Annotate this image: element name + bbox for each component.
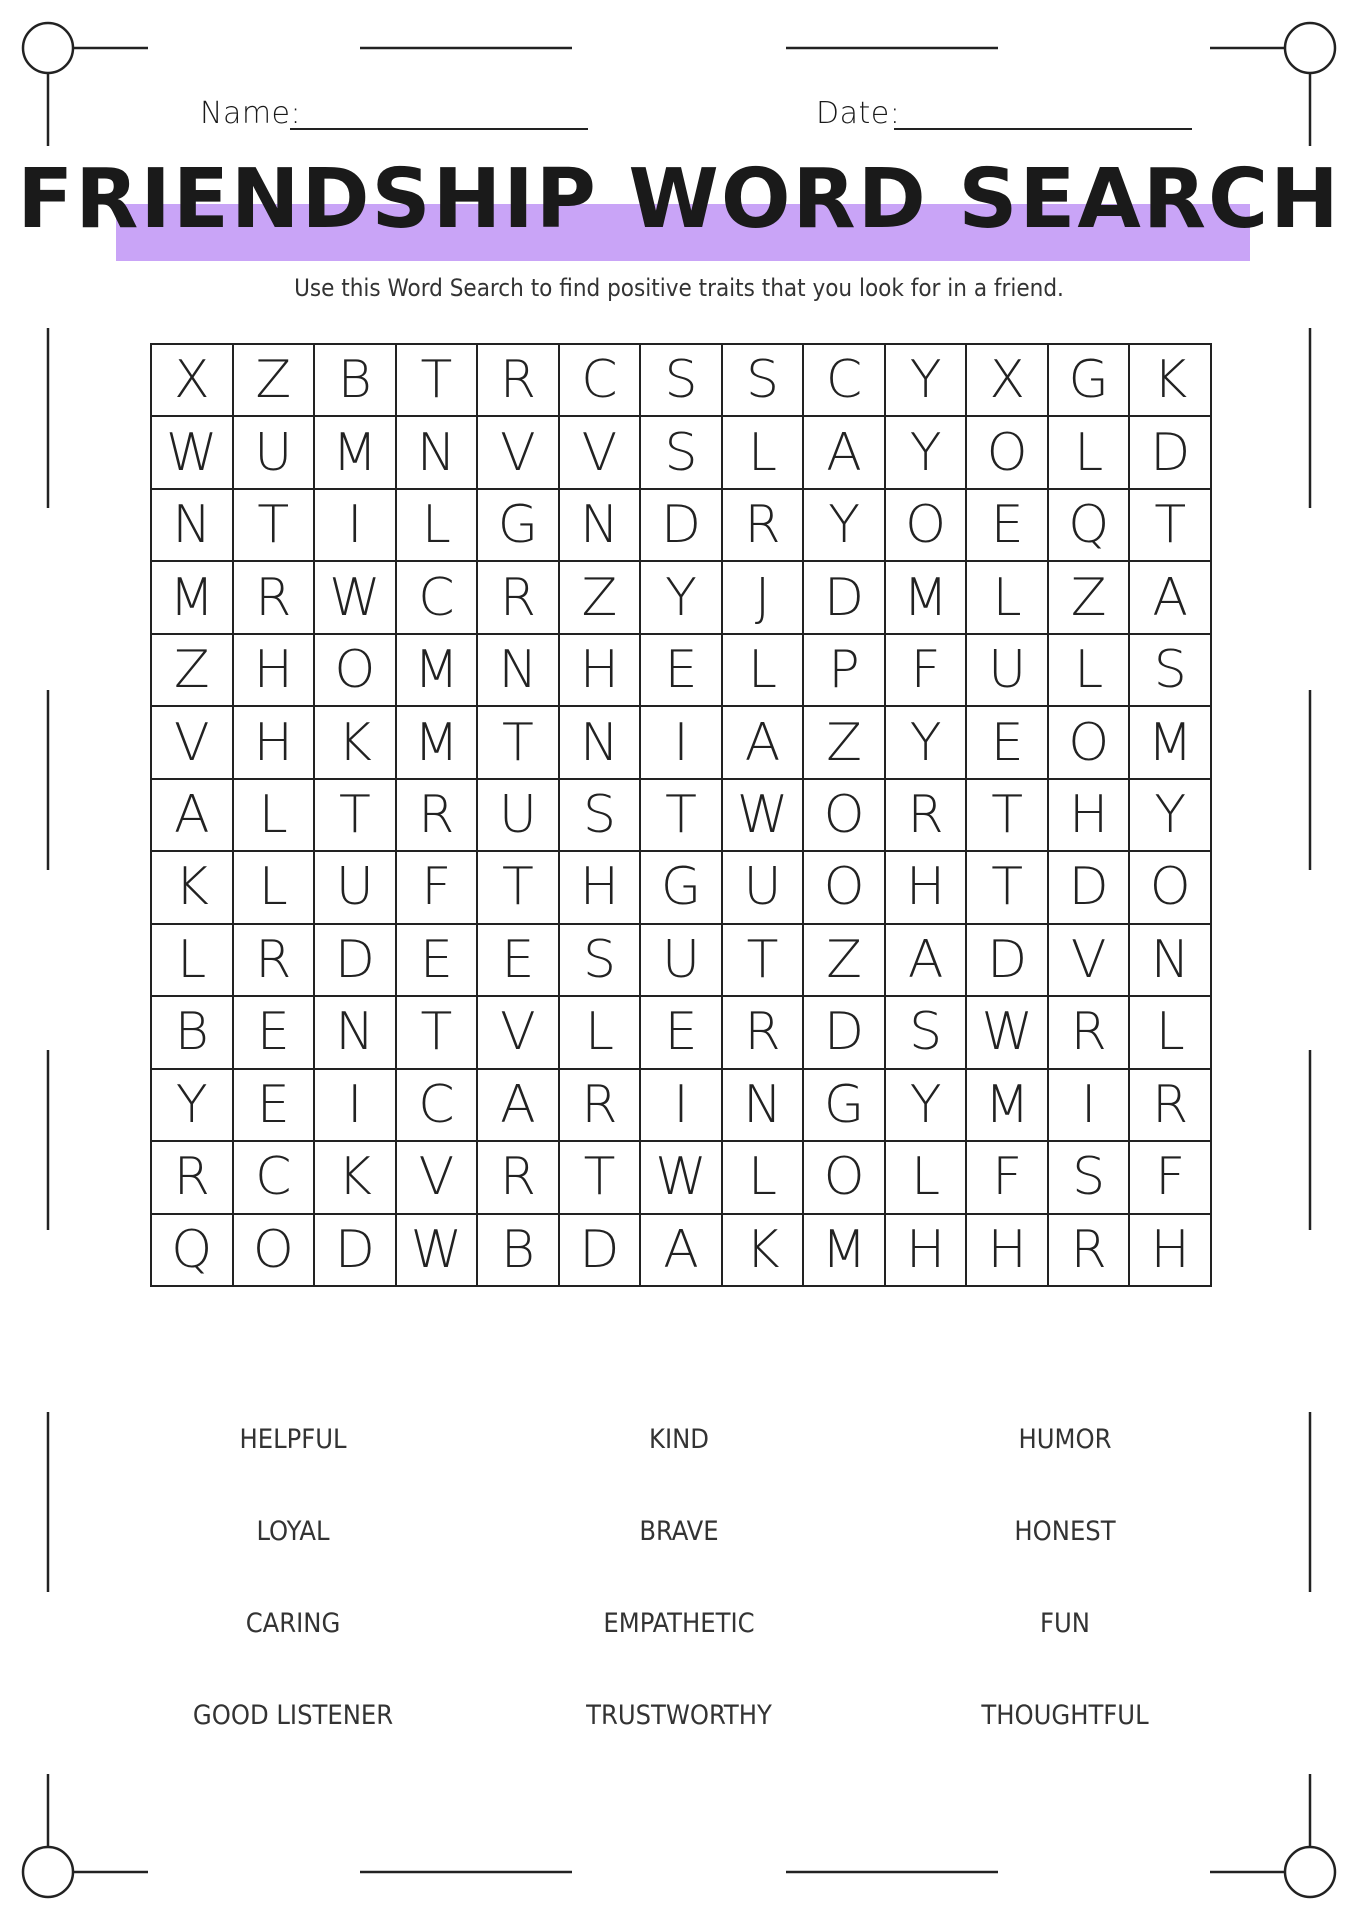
grid-cell[interactable]: M [152, 562, 234, 634]
grid-cell[interactable]: I [1049, 1070, 1131, 1142]
grid-cell[interactable]: S [886, 997, 968, 1069]
grid-cell[interactable]: A [1130, 562, 1212, 634]
grid-cell[interactable]: M [397, 707, 479, 779]
grid-cell[interactable]: H [234, 707, 316, 779]
grid-cell[interactable]: H [886, 852, 968, 924]
date-label: Date: [816, 96, 901, 131]
grid-cell[interactable]: D [315, 1215, 397, 1287]
grid-cell[interactable]: T [641, 780, 723, 852]
grid-cell[interactable]: Y [804, 490, 886, 562]
grid-cell[interactable]: E [641, 997, 723, 1069]
grid-cell[interactable]: L [1130, 997, 1212, 1069]
grid-cell[interactable]: C [560, 345, 642, 417]
grid-cell[interactable]: N [315, 997, 397, 1069]
grid-cell[interactable]: D [804, 997, 886, 1069]
grid-cell[interactable]: V [478, 997, 560, 1069]
word-list-item: HONEST [1014, 1516, 1116, 1547]
grid-cell[interactable]: R [234, 925, 316, 997]
grid-cell[interactable]: R [886, 780, 968, 852]
grid-cell[interactable]: R [723, 997, 805, 1069]
grid-cell[interactable]: R [234, 562, 316, 634]
grid-cell[interactable]: Y [886, 345, 968, 417]
grid-cell[interactable]: O [234, 1215, 316, 1287]
grid-cell[interactable]: W [315, 562, 397, 634]
word-list-item: CARING [245, 1608, 341, 1639]
grid-cell[interactable]: K [152, 852, 234, 924]
grid-cell[interactable]: L [1049, 635, 1131, 707]
grid-cell[interactable]: A [641, 1215, 723, 1287]
grid-cell[interactable]: B [478, 1215, 560, 1287]
grid-cell[interactable]: R [1049, 997, 1131, 1069]
grid-cell[interactable]: C [804, 345, 886, 417]
grid-cell[interactable]: R [1130, 1070, 1212, 1142]
word-search-grid [150, 343, 1212, 1287]
grid-cell[interactable]: Y [886, 417, 968, 489]
grid-cell[interactable]: M [315, 417, 397, 489]
grid-cell[interactable]: N [397, 417, 479, 489]
name-label: Name: [200, 96, 302, 131]
grid-cell[interactable]: T [560, 1142, 642, 1214]
grid-cell[interactable]: H [1049, 780, 1131, 852]
grid-cell[interactable]: L [234, 852, 316, 924]
grid-cell[interactable]: T [967, 780, 1049, 852]
grid-cell[interactable]: K [723, 1215, 805, 1287]
grid-cell[interactable]: R [723, 490, 805, 562]
grid-cell[interactable]: H [234, 635, 316, 707]
grid-cell[interactable]: R [152, 1142, 234, 1214]
grid-cell[interactable]: N [478, 635, 560, 707]
grid-cell[interactable]: G [641, 852, 723, 924]
grid-cell[interactable]: V [478, 417, 560, 489]
grid-cell[interactable]: U [234, 417, 316, 489]
grid-cell[interactable]: B [152, 997, 234, 1069]
grid-cell[interactable]: K [315, 707, 397, 779]
grid-cell[interactable]: L [397, 490, 479, 562]
grid-cell[interactable]: R [478, 345, 560, 417]
grid-cell[interactable]: Y [886, 1070, 968, 1142]
grid-cell[interactable]: U [723, 852, 805, 924]
grid-cell[interactable]: T [723, 925, 805, 997]
grid-cell[interactable]: C [397, 1070, 479, 1142]
word-list-item: HELPFUL [239, 1424, 347, 1455]
grid-cell[interactable]: L [723, 635, 805, 707]
grid-cell[interactable]: D [804, 562, 886, 634]
grid-cell[interactable]: H [967, 1215, 1049, 1287]
grid-cell[interactable]: I [315, 490, 397, 562]
grid-cell[interactable]: H [560, 852, 642, 924]
grid-cell[interactable]: F [886, 635, 968, 707]
grid-cell[interactable]: E [397, 925, 479, 997]
grid-cell[interactable]: O [804, 780, 886, 852]
grid-cell[interactable]: A [804, 417, 886, 489]
grid-cell[interactable]: V [560, 417, 642, 489]
grid-cell[interactable]: A [152, 780, 234, 852]
grid-cell[interactable]: L [152, 925, 234, 997]
page-title: FRIENDSHIP WORD SEARCH [17, 152, 1341, 247]
grid-cell[interactable]: W [641, 1142, 723, 1214]
grid-cell[interactable]: H [560, 635, 642, 707]
grid-cell[interactable]: E [641, 635, 723, 707]
grid-cell[interactable]: N [560, 490, 642, 562]
grid-cell[interactable]: O [886, 490, 968, 562]
grid-cell[interactable]: S [723, 345, 805, 417]
grid-cell[interactable]: I [315, 1070, 397, 1142]
grid-cell[interactable]: Y [641, 562, 723, 634]
grid-cell[interactable]: F [1130, 1142, 1212, 1214]
grid-cell[interactable]: Y [152, 1070, 234, 1142]
grid-cell[interactable]: A [723, 707, 805, 779]
grid-cell[interactable]: F [967, 1142, 1049, 1214]
name-field-line[interactable] [290, 128, 588, 130]
grid-cell[interactable]: D [315, 925, 397, 997]
grid-cell[interactable]: L [886, 1142, 968, 1214]
word-list-item: TRUSTWORTHY [586, 1700, 772, 1731]
grid-cell[interactable]: X [967, 345, 1049, 417]
grid-cell[interactable]: J [723, 562, 805, 634]
grid-cell[interactable]: S [560, 925, 642, 997]
grid-cell[interactable]: E [478, 925, 560, 997]
grid-cell[interactable]: O [804, 1142, 886, 1214]
word-list-item: THOUGHTFUL [981, 1700, 1149, 1731]
grid-cell[interactable]: O [1130, 852, 1212, 924]
word-list-item: GOOD LISTENER [192, 1700, 394, 1731]
grid-cell[interactable]: G [478, 490, 560, 562]
grid-cell[interactable]: S [641, 345, 723, 417]
grid-cell[interactable]: O [804, 852, 886, 924]
grid-cell[interactable]: V [1049, 925, 1131, 997]
grid-cell[interactable]: Z [560, 562, 642, 634]
grid-cell[interactable]: E [967, 707, 1049, 779]
grid-cell[interactable]: L [723, 417, 805, 489]
grid-cell[interactable]: Y [1130, 780, 1212, 852]
grid-cell[interactable]: I [641, 707, 723, 779]
grid-cell[interactable]: Q [152, 1215, 234, 1287]
grid-cell[interactable]: S [641, 417, 723, 489]
grid-cell[interactable]: E [234, 1070, 316, 1142]
grid-cell[interactable]: R [560, 1070, 642, 1142]
grid-cell[interactable]: B [315, 345, 397, 417]
grid-cell[interactable]: M [1130, 707, 1212, 779]
grid-cell[interactable]: T [1130, 490, 1212, 562]
word-list [100, 1410, 1258, 1790]
grid-cell[interactable]: K [1130, 345, 1212, 417]
grid-cell[interactable]: S [1049, 1142, 1131, 1214]
word-list-item: KIND [649, 1424, 709, 1455]
grid-cell[interactable]: X [152, 345, 234, 417]
word-list-item: EMPATHETIC [603, 1608, 755, 1639]
grid-cell[interactable]: U [641, 925, 723, 997]
word-list-item: LOYAL [256, 1516, 330, 1547]
grid-cell[interactable]: T [478, 852, 560, 924]
grid-cell[interactable]: A [478, 1070, 560, 1142]
grid-cell[interactable]: A [886, 925, 968, 997]
grid-cell[interactable]: S [1130, 635, 1212, 707]
grid-cell[interactable]: H [1130, 1215, 1212, 1287]
grid-cell[interactable]: W [152, 417, 234, 489]
grid-cell[interactable]: I [641, 1070, 723, 1142]
grid-cell[interactable]: U [967, 635, 1049, 707]
grid-cell[interactable]: G [1049, 345, 1131, 417]
word-list-item: FUN [1040, 1608, 1090, 1639]
grid-cell[interactable]: R [478, 1142, 560, 1214]
grid-cell[interactable]: Z [804, 707, 886, 779]
grid-cell[interactable]: S [560, 780, 642, 852]
grid-cell[interactable]: R [1049, 1215, 1131, 1287]
grid-cell[interactable]: L [1049, 417, 1131, 489]
grid-cell[interactable]: W [723, 780, 805, 852]
grid-cell[interactable]: N [152, 490, 234, 562]
grid-cell[interactable]: L [560, 997, 642, 1069]
grid-cell[interactable]: F [397, 852, 479, 924]
grid-cell[interactable]: L [234, 780, 316, 852]
grid-cell[interactable]: V [152, 707, 234, 779]
word-list-item: BRAVE [639, 1516, 719, 1547]
grid-cell[interactable]: K [315, 1142, 397, 1214]
grid-cell[interactable]: C [234, 1142, 316, 1214]
instructions: Use this Word Search to find positive traits that you look for in a friend. [294, 274, 1064, 302]
grid-cell[interactable]: M [397, 635, 479, 707]
grid-cell[interactable]: N [560, 707, 642, 779]
grid-cell[interactable]: L [723, 1142, 805, 1214]
grid-cell[interactable]: R [478, 562, 560, 634]
grid-cell[interactable]: O [1049, 707, 1131, 779]
word-list-item: HUMOR [1018, 1424, 1112, 1455]
grid-cell[interactable]: T [397, 345, 479, 417]
grid-cell[interactable]: D [1130, 417, 1212, 489]
grid-cell[interactable]: D [641, 490, 723, 562]
grid-cell[interactable]: Z [804, 925, 886, 997]
grid-cell[interactable]: Y [886, 707, 968, 779]
grid-cell[interactable]: H [886, 1215, 968, 1287]
grid-cell[interactable]: T [315, 780, 397, 852]
grid-cell[interactable]: M [967, 1070, 1049, 1142]
grid-cell[interactable]: N [1130, 925, 1212, 997]
grid-cell[interactable]: T [397, 997, 479, 1069]
grid-cell[interactable]: W [967, 997, 1049, 1069]
grid-cell[interactable]: D [560, 1215, 642, 1287]
grid-cell[interactable]: R [397, 780, 479, 852]
grid-cell[interactable]: T [234, 490, 316, 562]
grid-cell[interactable]: O [315, 635, 397, 707]
grid-cell[interactable]: D [1049, 852, 1131, 924]
grid-cell[interactable]: W [397, 1215, 479, 1287]
grid-cell[interactable]: E [234, 997, 316, 1069]
grid-cell[interactable]: Z [234, 345, 316, 417]
grid-cell[interactable]: T [478, 707, 560, 779]
grid-cell[interactable]: U [478, 780, 560, 852]
grid-cell[interactable]: L [967, 562, 1049, 634]
grid-cell[interactable]: Z [152, 635, 234, 707]
date-field-line[interactable] [894, 128, 1192, 130]
grid-cell[interactable]: D [967, 925, 1049, 997]
grid-cell[interactable]: U [315, 852, 397, 924]
grid-cell[interactable]: Z [1049, 562, 1131, 634]
grid-cell[interactable]: O [967, 417, 1049, 489]
grid-cell[interactable]: Q [1049, 490, 1131, 562]
grid-cell[interactable]: V [397, 1142, 479, 1214]
grid-cell[interactable]: C [397, 562, 479, 634]
grid-cell[interactable]: E [967, 490, 1049, 562]
grid-cell[interactable]: M [886, 562, 968, 634]
grid-cell[interactable]: T [967, 852, 1049, 924]
grid-cell[interactable]: G [804, 1070, 886, 1142]
grid-cell[interactable]: P [804, 635, 886, 707]
grid-cell[interactable]: M [804, 1215, 886, 1287]
grid-cell[interactable]: N [723, 1070, 805, 1142]
